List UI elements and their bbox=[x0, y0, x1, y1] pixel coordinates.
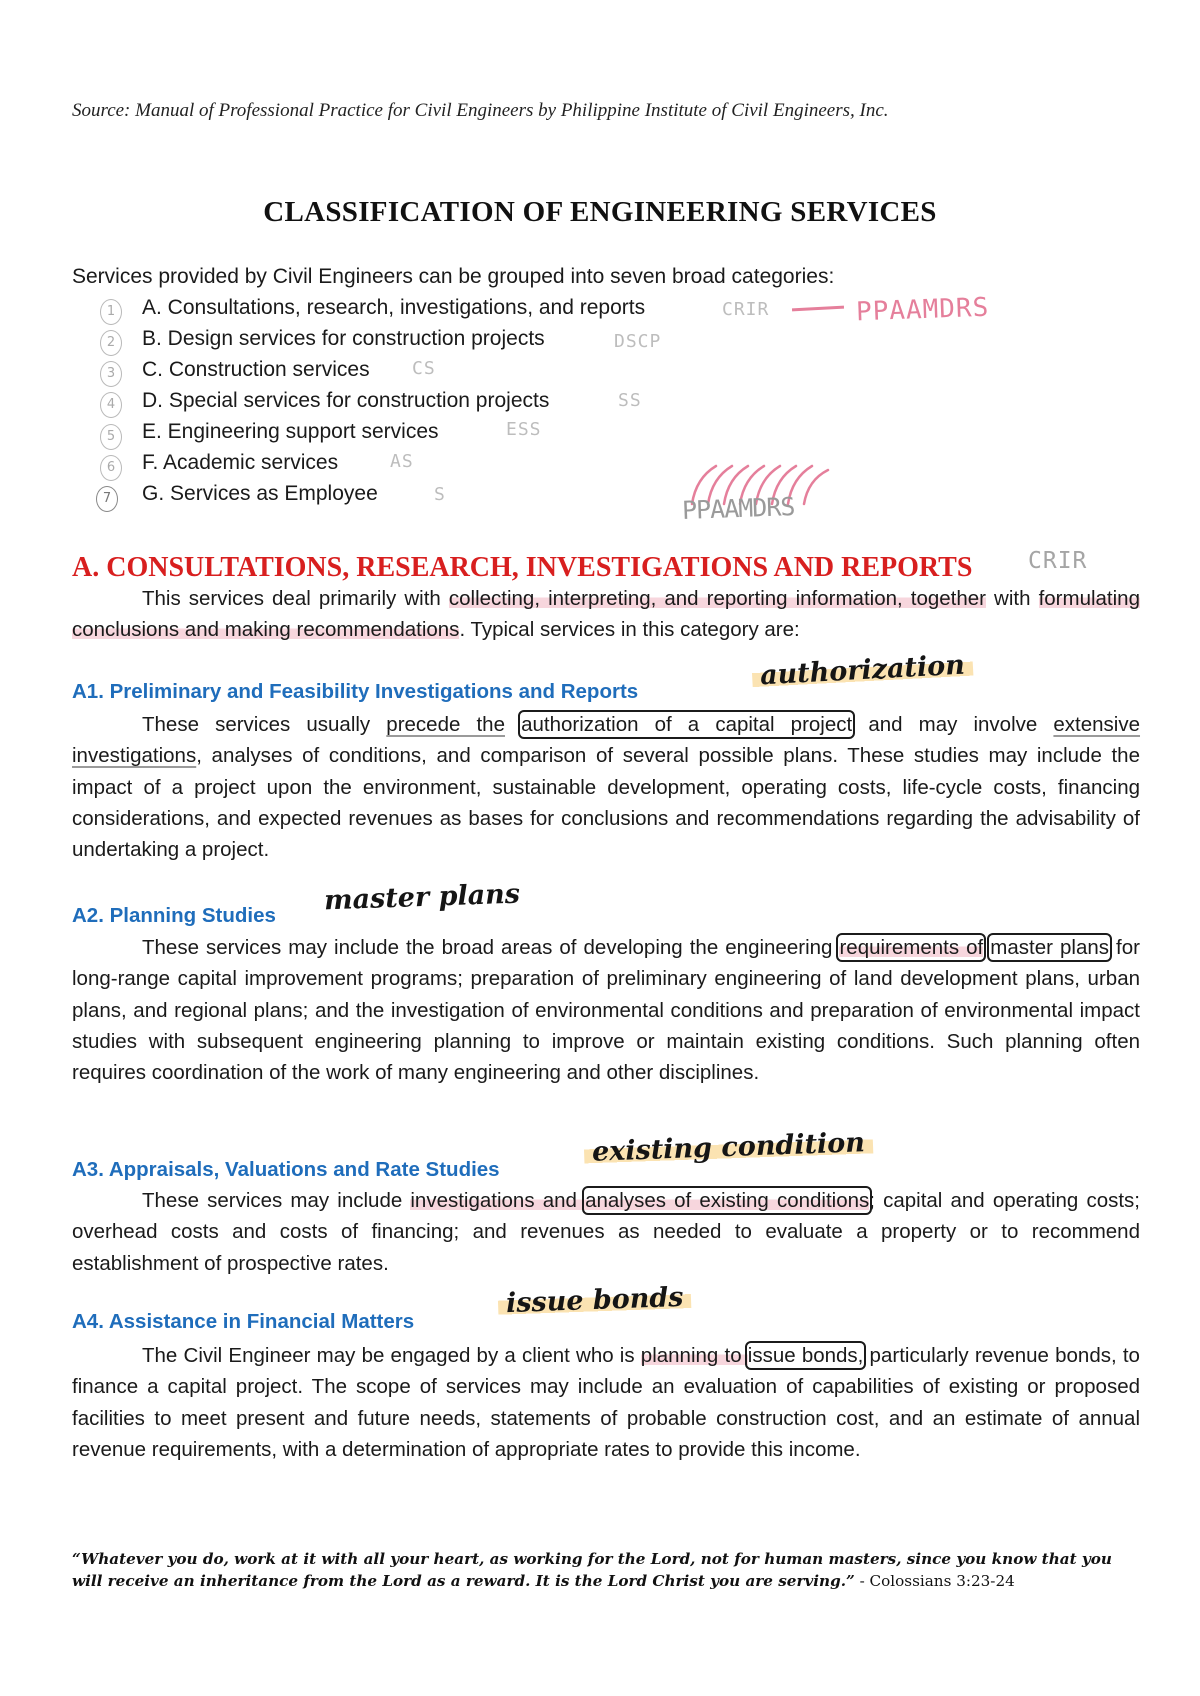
a4-paragraph: The Civil Engineer may be engaged by a client who is planning to issue bonds, particularly revenue bonds, to finance a capital project. The scope of services may include an evaluation of capabilities of existing or proposed facilities to meet present and future needs, statements of probable construction cost, and an estimate of annual revenue requirements, with a determination of appropriate rates to provide this income. bbox=[72, 1344, 1140, 1461]
intro-text: Services provided by Civil Engineers can be grouped into seven broad categories: bbox=[72, 265, 835, 288]
category-item: C. Construction services bbox=[142, 358, 370, 381]
a1-paragraph: These services usually precede the authorization of a capital project and may involve extensive investigations, analyses of conditions, and comparison of several possible plans. These studies may include the impact of a project upon the environment, sustainable development, operating costs, life-cycle costs, financing considerations, and expected revenues as bases for conclusions and recommendations regarding the advisability of undertaking a project. bbox=[72, 713, 1141, 862]
circled-number: 6 bbox=[100, 455, 122, 481]
handwritten-note: CS bbox=[412, 358, 436, 379]
section-a-intro: This services deal primarily with collecting, interpreting, and reporting information, together with formulating conclusions and making recommendations. Typical services in this category are: bbox=[72, 587, 1140, 642]
circled-number: 4 bbox=[100, 392, 122, 418]
handwritten-note: CRIR bbox=[1028, 548, 1088, 574]
section-a-heading: A. CONSULTATIONS, RESEARCH, INVESTIGATIONS AND REPORTS bbox=[72, 552, 973, 583]
handwritten-note: existing condition bbox=[584, 1127, 874, 1168]
handwritten-note: AS bbox=[390, 451, 414, 472]
subsection-heading-a3: A3. Appraisals, Valuations and Rate Studies bbox=[72, 1158, 500, 1181]
handwritten-note: SS bbox=[618, 390, 642, 411]
category-item: F. Academic services bbox=[142, 451, 339, 474]
a2-paragraph: These services may include the broad areas of developing the engineering requirements of master plans for long-range capital improvement programs; preparation of preliminary engineering of land development plans, urban plans, and regional plans; and the investigation of environmental conditions and preparation of environmental impact studies with subsequent engineering planning to improve or maintain existing conditions. Such planning often requires coordination of the work of many engineering and other disciplines. bbox=[72, 936, 1140, 1085]
handwritten-note: issue bonds bbox=[498, 1282, 692, 1320]
subsection-heading-a1: A1. Preliminary and Feasibility Investigations and Reports bbox=[72, 680, 639, 703]
subsection-heading-a2: A2. Planning Studies bbox=[72, 904, 276, 927]
category-item: G. Services as Employee bbox=[142, 482, 378, 505]
a3-paragraph: These services may include investigations and analyses of existing conditions; capital and operating costs; overhead costs and costs of financing; and revenues as needed to evaluate a property or to recommend establishment of prospective rates. bbox=[72, 1189, 1140, 1275]
category-item: A. Consultations, research, investigations, and reports bbox=[142, 296, 646, 319]
source-citation: Source: Manual of Professional Practice for Civil Engineers by Philippine Institute of Civil Engineers, Inc. bbox=[72, 100, 889, 121]
handwritten-note: master plans bbox=[323, 878, 521, 917]
page-title: CLASSIFICATION OF ENGINEERING SERVICES bbox=[263, 196, 937, 228]
subsection-heading-a4: A4. Assistance in Financial Matters bbox=[72, 1310, 415, 1333]
mnemonic-note-pencil: PPAAMDRS bbox=[681, 492, 795, 525]
handwritten-note: S bbox=[434, 484, 446, 505]
circled-number: 1 bbox=[100, 299, 122, 325]
circled-number: 7 bbox=[96, 486, 118, 512]
category-item: D. Special services for construction projects bbox=[142, 389, 550, 412]
handwritten-note: ESS bbox=[506, 419, 542, 440]
circled-number: 2 bbox=[100, 330, 122, 356]
footer-quote: “Whatever you do, work at it with all your heart, as working for the Lord, not for human masters, since you know that you will receive an inheritance from the Lord as a reward. It is the Lord Christ you are serving.” - Colossians 3:23-24 bbox=[72, 1550, 1112, 1590]
handwritten-note: CRIR bbox=[722, 299, 770, 320]
handwritten-note: authorization bbox=[751, 649, 973, 692]
circled-number: 3 bbox=[100, 361, 122, 387]
category-item: E. Engineering support services bbox=[142, 420, 439, 443]
circled-number: 5 bbox=[100, 424, 122, 450]
pink-dash-mark bbox=[792, 306, 844, 312]
handwritten-note: DSCP bbox=[614, 331, 662, 352]
mnemonic-note: PPAAMDRS bbox=[855, 292, 990, 328]
category-item: B. Design services for construction projects bbox=[142, 327, 545, 350]
